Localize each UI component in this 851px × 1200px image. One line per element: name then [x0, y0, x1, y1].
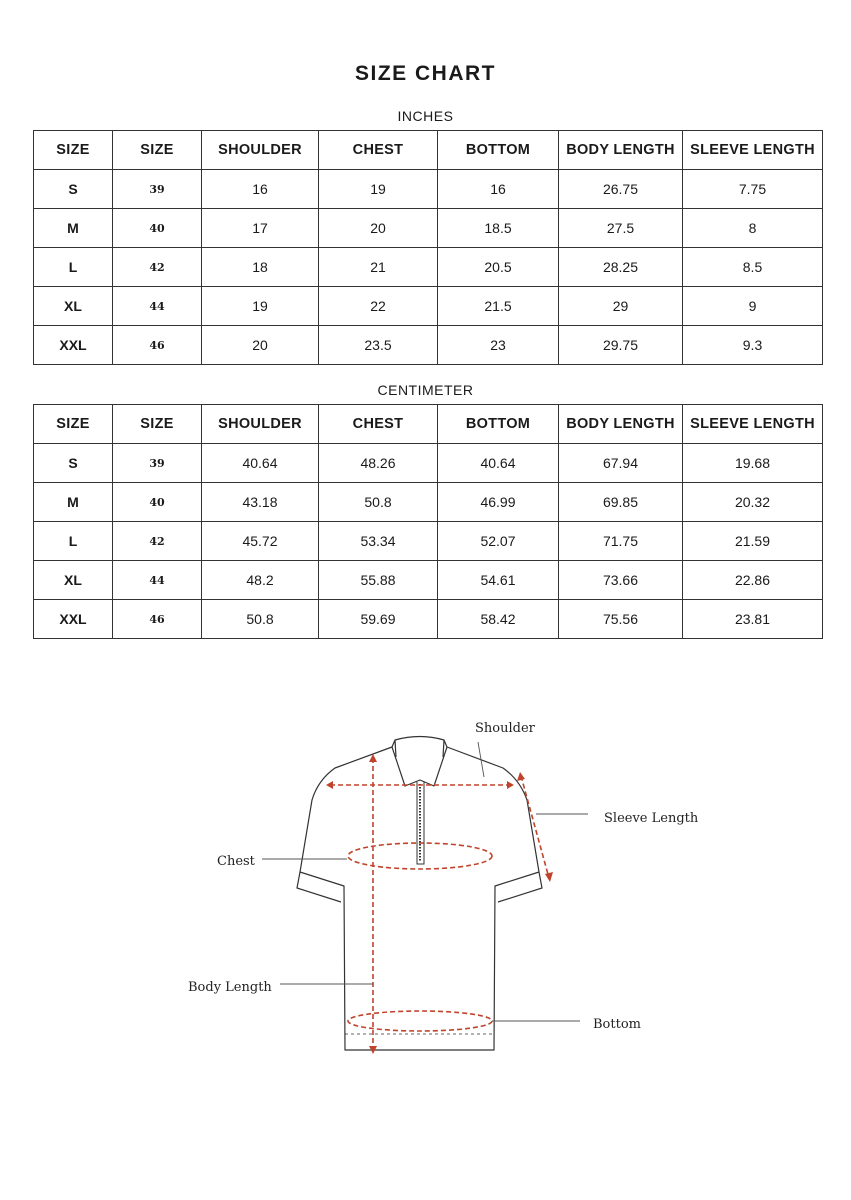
sleeve-length-label: Sleeve Length: [604, 811, 699, 826]
table-cell: 50.8: [202, 600, 319, 639]
column-header: SLEEVE LENGTH: [683, 405, 823, 444]
table-cell: 20.5: [438, 248, 559, 287]
table-cell: 44: [113, 287, 202, 326]
table-cell: 48.26: [319, 444, 438, 483]
table-cell: 26.75: [559, 170, 683, 209]
measurement-markers: [330, 758, 549, 1050]
column-header: BOTTOM: [438, 131, 559, 170]
chest-label: Chest: [217, 854, 255, 869]
column-header: SIZE: [34, 405, 113, 444]
inches-table: [33, 130, 823, 365]
table-cell: 46.99: [438, 483, 559, 522]
table-cell: 21: [319, 248, 438, 287]
table-row: [34, 561, 823, 600]
column-header: BOTTOM: [438, 405, 559, 444]
table-cell: 43.18: [202, 483, 319, 522]
column-header: CHEST: [319, 405, 438, 444]
table-row: [34, 444, 823, 483]
table-cell: 39: [113, 444, 202, 483]
polo-shirt-measurement-diagram: [0, 700, 851, 1080]
table-cell: L: [34, 248, 113, 287]
page-title: SIZE CHART: [355, 62, 496, 85]
table-cell: 46: [113, 326, 202, 365]
table-cell: 42: [113, 248, 202, 287]
table-cell: 22.86: [683, 561, 823, 600]
table-cell: 20: [319, 209, 438, 248]
table-row: [34, 522, 823, 561]
table-cell: 58.42: [438, 600, 559, 639]
inches-caption: INCHES: [397, 108, 454, 124]
column-header: SIZE: [113, 405, 202, 444]
table-row: [34, 209, 823, 248]
table-cell: 73.66: [559, 561, 683, 600]
table-cell: XXL: [34, 326, 113, 365]
shoulder-label: Shoulder: [475, 721, 535, 736]
leader-lines: [262, 742, 588, 1021]
table-row: [34, 483, 823, 522]
table-cell: 40.64: [438, 444, 559, 483]
table-row: [34, 326, 823, 365]
table-cell: 71.75: [559, 522, 683, 561]
table-header-row: [34, 131, 823, 170]
table-cell: 42: [113, 522, 202, 561]
table-cell: 28.25: [559, 248, 683, 287]
table-cell: 54.61: [438, 561, 559, 600]
column-header: SHOULDER: [202, 405, 319, 444]
table-cell: 23: [438, 326, 559, 365]
table-cell: 8: [683, 209, 823, 248]
table-cell: 44: [113, 561, 202, 600]
table-cell: XL: [34, 287, 113, 326]
table-cell: 9: [683, 287, 823, 326]
table-cell: 22: [319, 287, 438, 326]
table-cell: L: [34, 522, 113, 561]
table-cell: 23.81: [683, 600, 823, 639]
zipper-placket: [417, 782, 424, 864]
column-header: BODY LENGTH: [559, 131, 683, 170]
table-cell: 19: [202, 287, 319, 326]
table-cell: 16: [202, 170, 319, 209]
column-header: SLEEVE LENGTH: [683, 131, 823, 170]
table-cell: 48.2: [202, 561, 319, 600]
column-header: CHEST: [319, 131, 438, 170]
table-cell: 53.34: [319, 522, 438, 561]
column-header: BODY LENGTH: [559, 405, 683, 444]
body-length-label: Body Length: [188, 980, 272, 995]
table-cell: 46: [113, 600, 202, 639]
table-cell: 7.75: [683, 170, 823, 209]
table-cell: M: [34, 483, 113, 522]
table-cell: 45.72: [202, 522, 319, 561]
table-row: [34, 248, 823, 287]
measurement-arrowheads: [326, 754, 553, 1054]
table-cell: 19.68: [683, 444, 823, 483]
table-cell: 29.75: [559, 326, 683, 365]
table-cell: 40: [113, 483, 202, 522]
column-header: SIZE: [34, 131, 113, 170]
table-cell: XXL: [34, 600, 113, 639]
table-cell: 20.32: [683, 483, 823, 522]
table-cell: 23.5: [319, 326, 438, 365]
centimeter-table: [33, 404, 823, 639]
table-row: [34, 170, 823, 209]
polo-shirt-outline: [297, 737, 542, 1051]
table-cell: 19: [319, 170, 438, 209]
table-cell: 16: [438, 170, 559, 209]
centimeter-caption: CENTIMETER: [377, 382, 474, 398]
table-cell: M: [34, 209, 113, 248]
table-header-row: [34, 405, 823, 444]
table-cell: S: [34, 170, 113, 209]
table-row: [34, 600, 823, 639]
table-cell: 18.5: [438, 209, 559, 248]
table-cell: 21.5: [438, 287, 559, 326]
table-cell: 40: [113, 209, 202, 248]
table-cell: 55.88: [319, 561, 438, 600]
table-cell: 75.56: [559, 600, 683, 639]
table-cell: 67.94: [559, 444, 683, 483]
table-cell: XL: [34, 561, 113, 600]
table-cell: 52.07: [438, 522, 559, 561]
table-cell: 59.69: [319, 600, 438, 639]
table-cell: 21.59: [683, 522, 823, 561]
table-cell: 69.85: [559, 483, 683, 522]
bottom-label: Bottom: [593, 1017, 641, 1032]
column-header: SHOULDER: [202, 131, 319, 170]
table-cell: 50.8: [319, 483, 438, 522]
table-cell: 40.64: [202, 444, 319, 483]
table-cell: 18: [202, 248, 319, 287]
table-cell: 27.5: [559, 209, 683, 248]
table-cell: 17: [202, 209, 319, 248]
table-cell: 9.3: [683, 326, 823, 365]
table-row: [34, 287, 823, 326]
table-cell: 8.5: [683, 248, 823, 287]
column-header: SIZE: [113, 131, 202, 170]
table-cell: 29: [559, 287, 683, 326]
table-cell: 20: [202, 326, 319, 365]
table-cell: 39: [113, 170, 202, 209]
table-cell: S: [34, 444, 113, 483]
